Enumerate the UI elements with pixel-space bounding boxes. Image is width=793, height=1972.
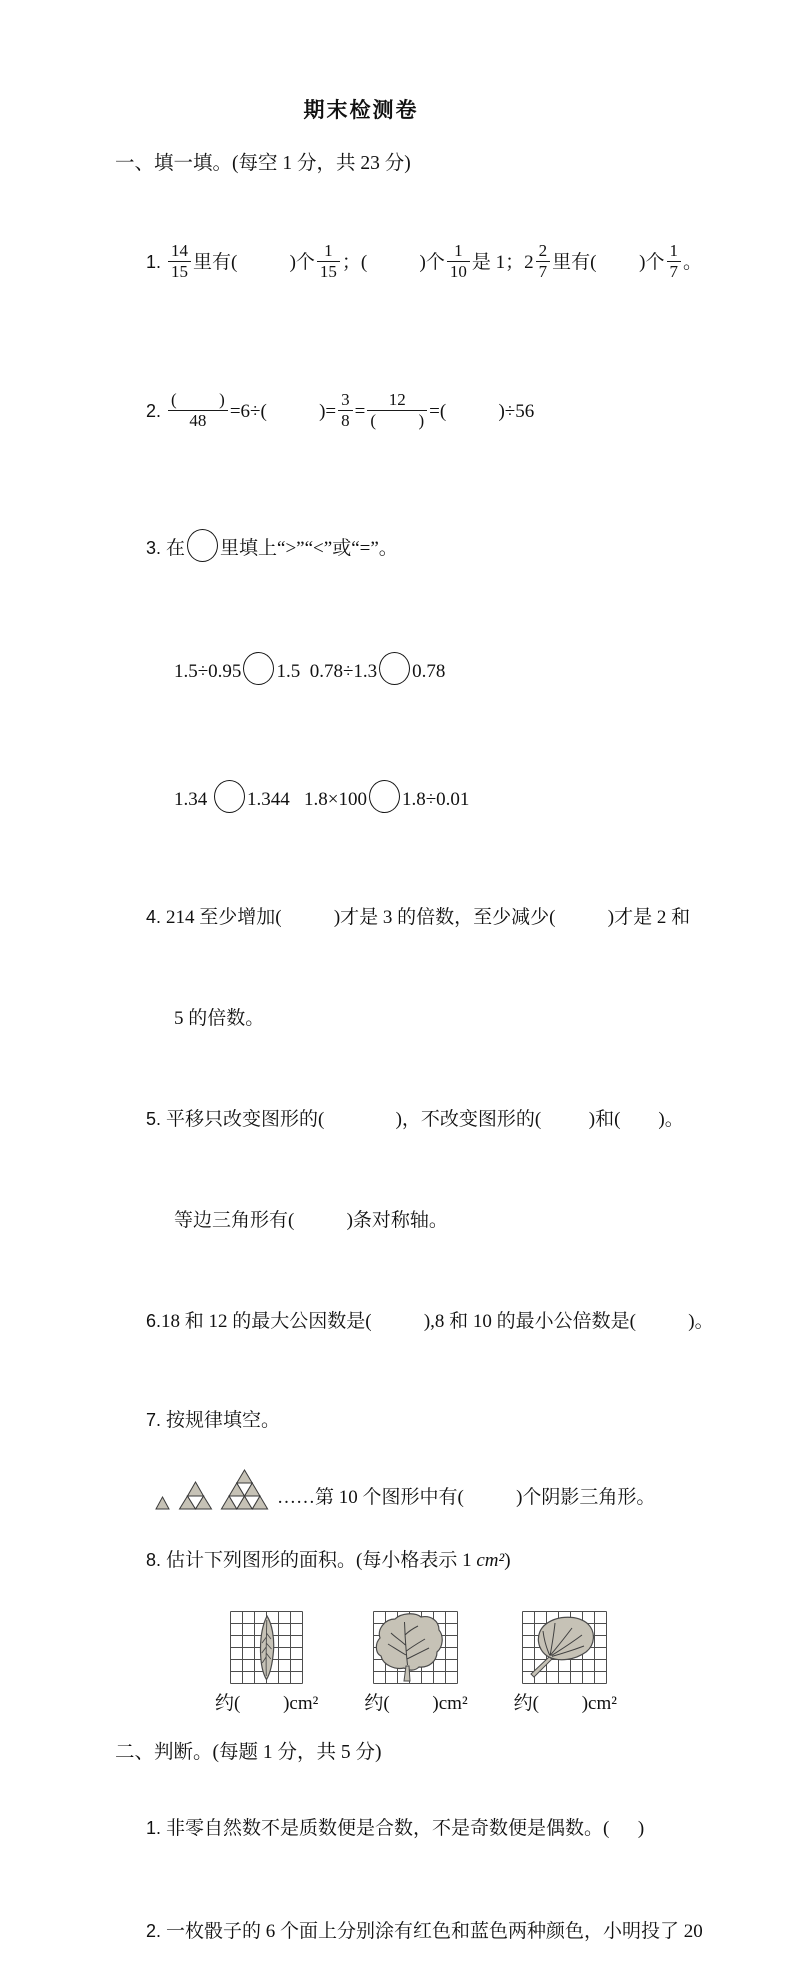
text-run: ……第 10 个图形中有( )个阴影三角形。 bbox=[277, 1487, 656, 1508]
text-run: 1.5 0.78÷1.3 bbox=[276, 661, 378, 682]
leaf-shape bbox=[376, 1614, 442, 1670]
text-run: 里有( )个 bbox=[552, 252, 665, 273]
text-run: 1.344 1.8×100 bbox=[247, 789, 367, 810]
text-run: 按规律填空。 bbox=[166, 1410, 281, 1431]
question-number: 6. bbox=[146, 1311, 162, 1331]
fraction-denominator: 15 bbox=[171, 262, 189, 282]
page-title: 期末检测卷 bbox=[303, 99, 419, 122]
area-figure-1 bbox=[215, 1611, 318, 1717]
fraction bbox=[447, 241, 470, 282]
text-run: ；( )个 bbox=[341, 252, 445, 273]
fraction-numerator: 1 bbox=[447, 241, 470, 262]
question-7-pattern bbox=[155, 1469, 737, 1510]
fraction bbox=[168, 241, 191, 282]
comparison-circle bbox=[214, 780, 245, 813]
fraction-denominator: 15 bbox=[319, 262, 337, 282]
fraction bbox=[367, 390, 427, 431]
question-number: 4. bbox=[146, 907, 167, 927]
text-run: 估计下列图形的面积。(每小格表示 1 bbox=[166, 1550, 477, 1571]
question-1 bbox=[127, 193, 737, 332]
grid-leaf-figure-2 bbox=[373, 1611, 459, 1685]
comparison-circle bbox=[369, 780, 400, 813]
fraction-denominator: 8 bbox=[341, 411, 350, 431]
text-run: 等边三角形有( )条对称轴。 bbox=[174, 1210, 448, 1231]
text-run: 一枚骰子的 6 个面上分别涂有红色和蓝色两种颜色，小明投了 20 bbox=[166, 1921, 703, 1942]
section1-heading: 一、填一填。(每空 1 分，共 23 分) bbox=[115, 153, 411, 174]
question-number: 8. bbox=[146, 1550, 167, 1570]
text-run: =6÷( )= bbox=[229, 401, 337, 422]
pattern-figure-3 bbox=[221, 1469, 268, 1510]
fraction bbox=[168, 390, 228, 431]
fraction-numerator: 2 bbox=[536, 241, 551, 262]
comparison-circle bbox=[379, 652, 410, 685]
fraction-numerator: 12 bbox=[367, 390, 427, 411]
text-run: 里填上“>”“<”或“=”。 bbox=[220, 538, 398, 559]
text-run: 1.5÷0.95 bbox=[174, 661, 242, 682]
fraction bbox=[338, 390, 353, 431]
pattern-figure-1 bbox=[155, 1496, 170, 1510]
grid-leaf-figure-3 bbox=[522, 1611, 608, 1685]
fraction-numerator: ( ) bbox=[168, 390, 228, 411]
fraction bbox=[667, 241, 682, 282]
question-number: 1. bbox=[146, 1818, 167, 1838]
judge-question-1 bbox=[127, 1788, 737, 1869]
question-number: 1. bbox=[146, 252, 167, 272]
question-number: 2. bbox=[146, 401, 167, 421]
question-5 bbox=[127, 1079, 737, 1160]
question-8 bbox=[127, 1520, 737, 1601]
question-6 bbox=[127, 1281, 737, 1362]
question-4-line2 bbox=[155, 978, 737, 1059]
text-run: 平移只改变图形的( )，不改变图形的( )和( )。 bbox=[166, 1109, 684, 1130]
fraction-denominator: 10 bbox=[449, 262, 467, 282]
text-run: ) bbox=[504, 1550, 511, 1571]
text-run: 里有( )个 bbox=[193, 252, 315, 273]
section2-heading: 二、判断。(每题 1 分，共 5 分) bbox=[115, 1742, 382, 1763]
question-number: 2. bbox=[146, 1921, 167, 1941]
question-number: 7. bbox=[146, 1410, 167, 1430]
question-8-figures bbox=[215, 1611, 737, 1717]
fraction-denominator: 48 bbox=[189, 411, 207, 431]
question-2 bbox=[127, 342, 737, 481]
fraction bbox=[536, 241, 551, 282]
text-run: 5 的倍数。 bbox=[174, 1008, 265, 1029]
fraction-numerator: 3 bbox=[338, 390, 353, 411]
comparison-circle bbox=[243, 652, 274, 685]
fraction-numerator: 1 bbox=[317, 241, 340, 262]
area-figure-2 bbox=[364, 1611, 467, 1717]
pattern-figure-2 bbox=[179, 1481, 212, 1510]
fraction-denominator: ( ) bbox=[370, 411, 425, 431]
text-run: 非零自然数不是质数便是合数，不是奇数便是偶数。( ) bbox=[166, 1818, 645, 1839]
fraction-denominator: 7 bbox=[538, 262, 548, 282]
area-figure-3 bbox=[514, 1611, 617, 1717]
question-3-row1 bbox=[155, 609, 737, 735]
question-3-row2 bbox=[155, 737, 737, 863]
text-run: 0.78 bbox=[412, 661, 446, 682]
text-run: 是 1；2 bbox=[471, 252, 534, 273]
area-caption: 约( )cm² bbox=[364, 1693, 468, 1714]
question-number: 5. bbox=[146, 1109, 167, 1129]
question-5-line2 bbox=[155, 1180, 737, 1261]
fraction bbox=[317, 241, 340, 282]
fraction-numerator: 14 bbox=[168, 241, 191, 262]
unit-label: cm² bbox=[476, 1550, 505, 1571]
text-run: =( )÷56 bbox=[429, 401, 535, 422]
text-run: 214 至少增加( )才是 3 的倍数，至少减少( )才是 2 和 bbox=[166, 907, 691, 928]
area-caption: 约( )cm² bbox=[215, 1693, 319, 1714]
question-4 bbox=[127, 877, 737, 958]
text-run: 1.8÷0.01 bbox=[401, 789, 470, 810]
text-run: 在 bbox=[166, 538, 186, 559]
fraction-numerator: 1 bbox=[667, 241, 682, 262]
fraction-denominator: 7 bbox=[669, 262, 678, 282]
text-run: 。 bbox=[683, 252, 703, 273]
area-caption: 约( )cm² bbox=[513, 1693, 617, 1714]
question-number: 3. bbox=[146, 538, 167, 558]
text-run: 1.34 bbox=[174, 789, 212, 810]
leaf-shape bbox=[539, 1617, 594, 1659]
question-3 bbox=[127, 493, 737, 603]
comparison-circle bbox=[187, 529, 218, 562]
text-run: = bbox=[354, 401, 366, 422]
question-7 bbox=[127, 1380, 737, 1461]
judge-question-2 bbox=[127, 1891, 737, 1972]
text-run: 18 和 12 的最大公因数是( ),8 和 10 的最小公倍数是( )。 bbox=[161, 1311, 714, 1332]
grid-leaf-figure-1 bbox=[230, 1611, 304, 1685]
